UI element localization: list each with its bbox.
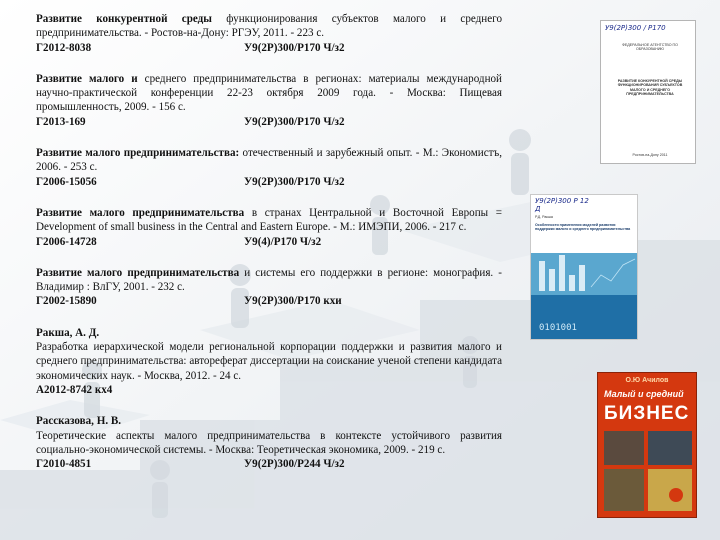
cover-footer: Ростов-на-Дону 2011	[632, 153, 668, 157]
cover-title-main: БИЗНЕС	[604, 403, 690, 424]
handwritten-shelf-mark: У9(2Р)300 / Р170	[605, 24, 666, 32]
book-cover-image	[597, 372, 697, 518]
entry-author: Рассказова, Н. В.	[36, 415, 122, 428]
entry-heading: Развитие малого предпринимательства	[36, 266, 240, 279]
entry-text: функционирования субъектов малого и среднего предпринимательства. - Ростов-на-Дону: РГЭУ, 2011. - 223 с.	[36, 13, 502, 40]
list-item	[36, 326, 502, 397]
cover-publisher-line: ФЕДЕРАЛЬНОЕ АГЕНТСТВО ПО ОБРАЗОВАНИЮ	[622, 43, 678, 52]
list-item	[36, 12, 502, 55]
inventory-code: Г2010-4851	[36, 458, 92, 471]
entry-heading: Развитие конкурентной среды	[36, 13, 212, 25]
cover-title: РАЗВИТИЕ КОНКУРЕНТНОЙ СРЕДЫ ФУНКЦИОНИРОВАНИЯ СУБЪЕКТОВ МАЛОГО И СРЕДНЕГО ПРЕДПРИНИМАТЕЛЬСТВА	[617, 79, 683, 97]
list-item	[36, 206, 502, 249]
entry-heading: Развитие малого предпринимательства	[36, 206, 245, 219]
shelf-code: У9(2Р)300/Р170 кхи	[244, 295, 342, 308]
book-cover-image	[600, 20, 696, 164]
bibliography-list	[36, 12, 502, 488]
cover-title: Особенности применения моделей развития поддержки малого и среднего предпринимательства	[535, 223, 631, 232]
list-item	[36, 266, 502, 309]
entry-text: отечественный и зарубежный опыт. - М.: Экономистъ, 2006. - 253 с.	[36, 147, 502, 174]
cover-binary-digits: 0101001	[539, 323, 577, 333]
shelf-code: У9(2Р)300/Р244 Ч/з2	[244, 458, 345, 471]
entry-text: и системы его поддержки в регионе: монография. - Владимир : ВлГУ, 2001. - 232 с.	[36, 266, 502, 294]
handwritten-shelf-mark: У9(2Р)300 Р 12 Д	[535, 197, 589, 213]
inventory-code: Г2012-8038	[36, 41, 92, 54]
entry-heading: Развитие малого и	[36, 72, 138, 85]
entry-text: Разработка иерархической модели региональной корпорации поддержки и развития малого и среднего предпринимательства: автореферат диссертации на соискание ученой степени кандидата экономических наук. - Москва, 2012. - 24 с.	[36, 341, 502, 382]
inventory-code: Г2002-15890	[36, 295, 97, 308]
list-item	[36, 146, 502, 189]
shelf-code: У9(2Р)300/Р170 Ч/з2	[244, 115, 345, 128]
entry-text: Теоретические аспекты малого предпринимательства в контексте устойчивого развития социально-экономической системы. - Москва: Теоретическая экономика, 2009. - 219 с.	[36, 429, 502, 456]
list-item	[36, 72, 502, 129]
inventory-code: Г2006-15056	[36, 175, 97, 188]
entry-heading: Развитие малого предпринимательства:	[36, 147, 240, 160]
shelf-code: У9(4)/Р170 Ч/з2	[244, 235, 322, 248]
inventory-code: Г2006-14728	[36, 235, 97, 248]
list-item	[36, 414, 502, 471]
cover-author: Р.Д. Ракша	[535, 215, 553, 219]
shelf-code: У9(2Р)300/Р170 Ч/з2	[244, 41, 345, 54]
entry-text: в странах Центральной и Восточной Европы = Development of small business in the Central and Eastern Europe. - М.: ИМЭПИ, 2006. - 217 с.	[36, 206, 502, 234]
inventory-code: А2012-8742 кх4	[36, 383, 113, 396]
book-cover-image	[530, 194, 638, 340]
cover-title-top: Малый и средний	[604, 389, 684, 399]
entry-author: Ракша, А. Д.	[36, 326, 100, 339]
inventory-code: Г2013-169	[36, 115, 86, 128]
cover-author: О.Ю Ачилов	[625, 377, 669, 384]
cover-photo-collage	[598, 373, 697, 518]
entry-text: среднего предпринимательства в регионах: материалы международной научно-практической конференции 22-23 октября 2009 года. - Москва: Пищевая промышленность, 2009. - 156 с.	[36, 72, 502, 114]
shelf-code: У9(2Р)300/Р170 Ч/з2	[244, 175, 345, 188]
